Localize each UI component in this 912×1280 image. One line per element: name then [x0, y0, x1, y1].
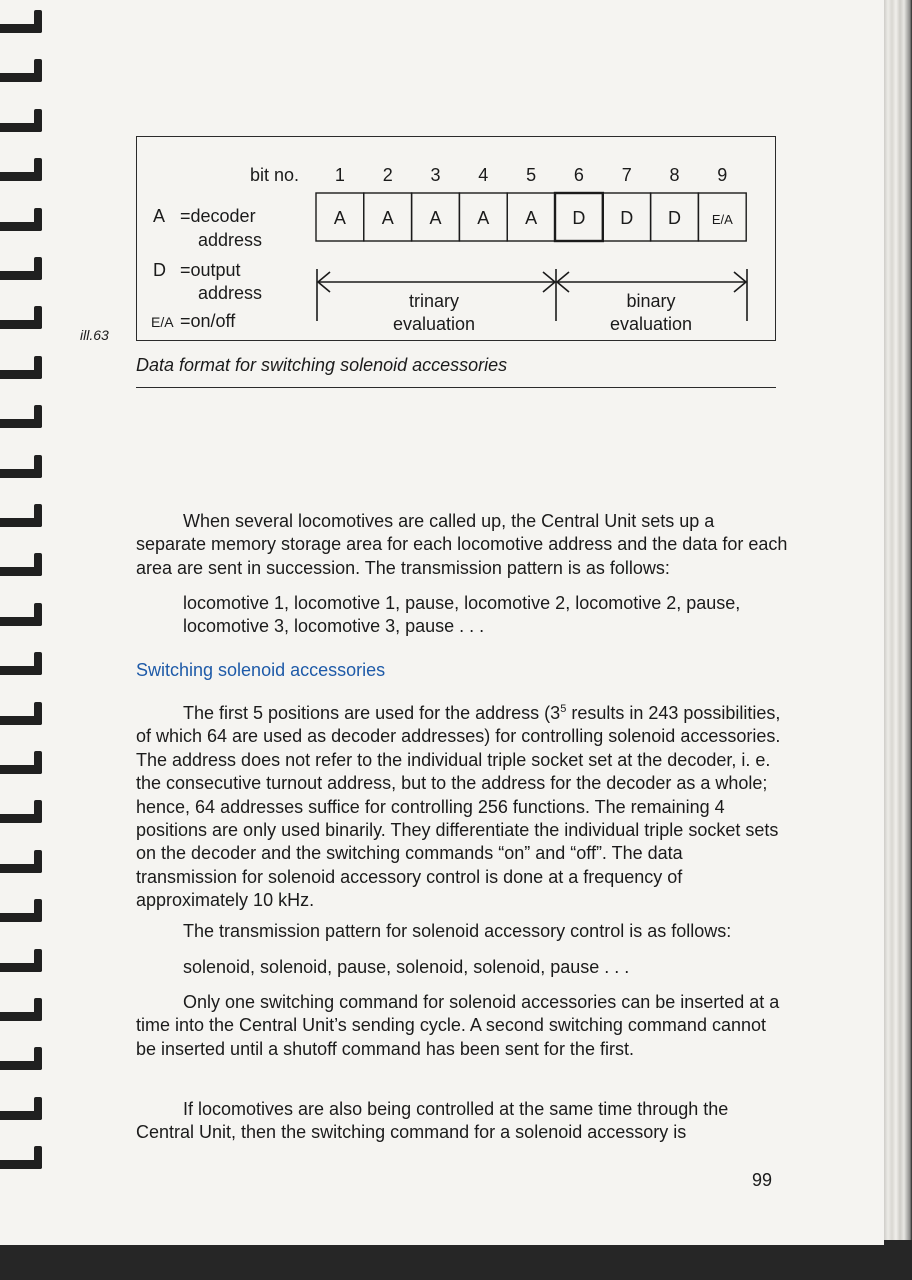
legend-d-symbol: D	[153, 260, 166, 280]
bit-cell-label-4: A	[477, 208, 490, 228]
bit-cell-label-1: A	[333, 208, 346, 228]
binding-ring	[0, 860, 46, 878]
binary-label: binary	[626, 291, 676, 311]
binding-ring	[0, 761, 46, 779]
binding-ring	[0, 267, 46, 285]
illustration-label: ill.63	[80, 327, 109, 343]
pattern-solenoid: solenoid, solenoid, pause, solenoid, solenoid, pause . . .	[183, 957, 630, 977]
data-format-diagram	[136, 136, 776, 341]
binding-ring	[0, 415, 46, 433]
trinary-label: trinary	[408, 291, 460, 311]
paragraph-2-superscript: 5	[560, 703, 567, 715]
legend-a-symbol: A	[153, 206, 166, 226]
bit-cell-label-7: D	[620, 208, 634, 228]
bit-cell-label-3: A	[429, 208, 442, 228]
binding-ring	[0, 514, 46, 532]
binding-ring	[0, 168, 46, 186]
pattern-locomotive: locomotive 1, locomotive 1, pause, locomotive 2, locomotive 2, pause, locomotive 3, locomotive 3, pause . . .	[183, 593, 741, 637]
paragraph-3: The transmission pattern for solenoid accessory control is as follows:	[183, 921, 732, 941]
spiral-binding	[0, 20, 46, 1200]
legend-ea-eq: =on/off	[180, 311, 236, 331]
binding-ring	[0, 1156, 46, 1174]
binding-ring	[0, 1057, 46, 1075]
paragraph-2-rest: results in 243 possibilities, of which 64 are used as decoder addresses) for controlling solenoid accessories. The address does not refer to the individual triple socket set at the decoder, i. e. the consecutive turnout address, but to the address for the decoder as a whole; hence, 64 addresses suffice for controlling 256 functions. The remaining 4 positions are only used binarily. They differentiate the individual triple socket sets on the decoder and the switching commands “on” and “off”. The data transmission for solenoid accessory control is done at a frequency of approximately 10 kHz.	[136, 703, 781, 911]
bit-number-8: 8	[669, 165, 680, 185]
binary-eval-label: evaluation	[609, 314, 693, 334]
legend-a-eq: =decoder	[180, 206, 256, 226]
bit-number-2: 2	[382, 165, 393, 185]
bit-number-1: 1	[334, 165, 345, 185]
legend-a-cont: address	[198, 230, 263, 250]
caption-rule	[136, 387, 776, 388]
binding-ring	[0, 959, 46, 977]
binding-ring	[0, 662, 46, 680]
page-stack-edge	[884, 0, 912, 1240]
binding-ring	[0, 218, 46, 236]
binding-ring	[0, 119, 46, 137]
binding-ring	[0, 712, 46, 730]
bit-cell-label-2: A	[381, 208, 394, 228]
paragraph-1: When several locomotives are called up, the Central Unit sets up a separate memory storage area for each locomotive address and the data for each area are sent in succession. The transmission pattern is as follows:	[136, 511, 788, 578]
legend-ea-symbol: E/A	[151, 314, 174, 330]
bit-cells	[316, 193, 746, 241]
binding-ring	[0, 563, 46, 581]
bit-numbers	[335, 165, 727, 185]
bit-cell-label-6: D	[572, 208, 586, 228]
binding-ring	[0, 20, 46, 38]
binding-ring	[0, 316, 46, 334]
bit-number-4: 4	[478, 165, 489, 185]
bit-cell-label-8: D	[668, 208, 681, 228]
paragraph-2	[136, 698, 788, 913]
legend-d-cont: address	[198, 283, 263, 303]
paragraph-4: Only one switching command for solenoid accessories can be inserted at a time into the Central Unit’s sending cycle. A second switching command cannot be inserted until a shutoff command has been sent for the first.	[136, 992, 780, 1059]
binding-ring	[0, 909, 46, 927]
bit-cell-label-5: A	[525, 208, 538, 228]
binding-ring	[0, 366, 46, 384]
legend-d-eq: =output	[180, 260, 241, 280]
binding-ring	[0, 613, 46, 631]
page-number: 99	[752, 1170, 773, 1190]
binding-ring	[0, 465, 46, 483]
paragraph-2-start: The first 5 positions are used for the address (3	[183, 703, 561, 723]
binding-ring	[0, 1008, 46, 1026]
bit-number-7: 7	[621, 165, 632, 185]
section-heading: Switching solenoid accessories	[136, 660, 386, 680]
paragraph-5: If locomotives are also being controlled at the same time through the Central Unit, then the switching command for a solenoid accessory is	[136, 1099, 729, 1143]
bit-number-5: 5	[526, 165, 537, 185]
figure-caption: Data format for switching solenoid accessories	[136, 355, 508, 375]
bit-cell-label-9: E/A	[711, 212, 733, 227]
binding-ring	[0, 1107, 46, 1125]
binding-ring	[0, 69, 46, 87]
bit-number-3: 3	[430, 165, 441, 185]
binding-ring	[0, 810, 46, 828]
trinary-eval-label: evaluation	[392, 314, 476, 334]
bit-number-6: 6	[573, 165, 584, 185]
bit-number-9: 9	[717, 165, 728, 185]
bit-no-label: bit no.	[250, 165, 300, 185]
